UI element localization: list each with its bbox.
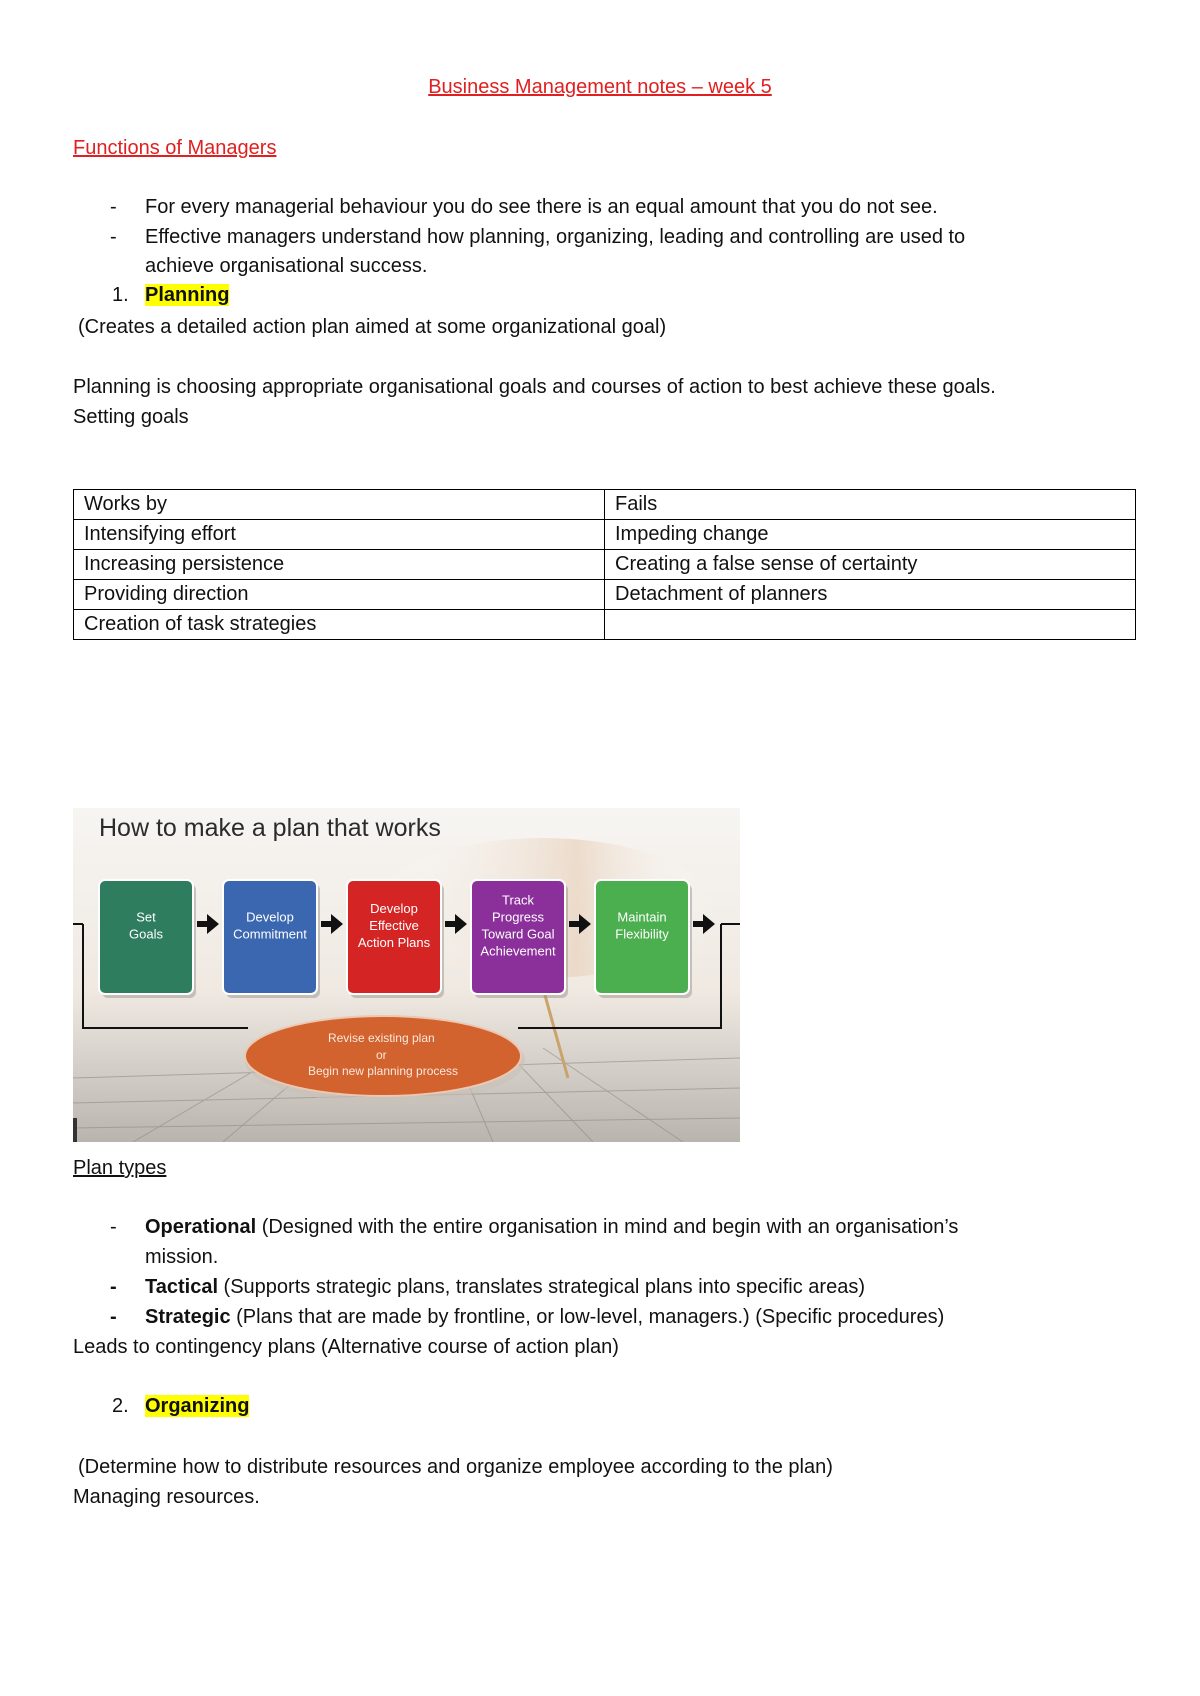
table-cell: Creation of task strategies (74, 610, 605, 640)
page-title: Business Management notes – week 5 (428, 76, 772, 98)
bullet-text-continuation: achieve organisational success. (145, 255, 428, 277)
step-label-line: Achievement (480, 943, 556, 959)
organizing-heading: Organizing (145, 1395, 250, 1417)
table-cell: Detachment of planners (605, 580, 1136, 610)
diagram-title: How to make a plan that works (99, 814, 441, 842)
plan-type-text: (Plans that are made by frontline, or low-level, managers.) (Specific procedures) (230, 1306, 945, 1328)
step-label-line: Toward Goal (481, 926, 555, 942)
plan-type-operational (145, 1214, 958, 1240)
table-row (74, 490, 1136, 520)
bullet-dash: - (110, 1216, 117, 1238)
step-label-line: Effective (369, 918, 419, 933)
plan-type-label: Strategic (145, 1306, 231, 1328)
table-row (74, 550, 1136, 580)
step-label-line: Goals (129, 926, 163, 942)
bullet-text: Effective managers understand how planning, organizing, leading and controlling are used to (145, 226, 966, 248)
step-label-line: Maintain (617, 909, 667, 925)
table-cell: Providing direction (74, 580, 605, 610)
organizing-number: 2. (112, 1395, 129, 1417)
bullet-dash: - (110, 226, 117, 248)
planning-number: 1. (112, 284, 129, 306)
contingency-text: Leads to contingency plans (Alternative course of action plan) (73, 1336, 619, 1358)
table-cell: Increasing persistence (74, 550, 605, 580)
step-label-line: Develop (370, 901, 418, 916)
table-cell: Creating a false sense of certainty (605, 550, 1136, 580)
revise-text: Revise existing plan (327, 1031, 435, 1045)
plan-diagram-image (73, 808, 740, 1142)
table-row (74, 610, 1136, 640)
bullet-dash: - (110, 1276, 117, 1298)
table-cell: Intensifying effort (74, 520, 605, 550)
step-label-line: Flexibility (615, 926, 669, 942)
planning-setting-goals: Setting goals (73, 406, 189, 428)
step-label-line: Action Plans (357, 935, 431, 950)
table-cell: Fails (605, 490, 1136, 520)
step-label-line: Develop (246, 909, 294, 925)
organizing-paragraph: Managing resources. (73, 1486, 260, 1508)
step-label-line: Set (136, 909, 156, 925)
plan-type-text-continuation: mission. (145, 1246, 219, 1268)
bullet-dash: - (110, 1306, 117, 1328)
table-row (74, 580, 1136, 610)
table-cell: Impeding change (605, 520, 1136, 550)
bullet-dash: - (110, 196, 117, 218)
planning-description: (Creates a detailed action plan aimed at some organizational goal) (78, 316, 667, 338)
table-cell: Works by (74, 490, 605, 520)
plan-type-tactical (145, 1274, 865, 1300)
works-fails-table (73, 489, 1136, 640)
planning-heading: Planning (145, 284, 230, 306)
planning-paragraph: Planning is choosing appropriate organisational goals and courses of action to best achieve these goals. (73, 376, 996, 398)
plan-type-label: Operational (145, 1216, 257, 1238)
plan-type-strategic (145, 1304, 944, 1330)
section-heading: Functions of Managers (73, 137, 277, 159)
plan-type-label: Tactical (145, 1276, 218, 1298)
plan-types-heading: Plan types (73, 1157, 167, 1179)
table-row (74, 520, 1136, 550)
revise-text: Begin new planning process (307, 1064, 459, 1078)
revise-text: or (375, 1048, 387, 1062)
organizing-description: (Determine how to distribute resources and organize employee according to the plan) (78, 1456, 833, 1478)
step-label-line: Track (501, 892, 535, 908)
step-label-line: Commitment (233, 926, 307, 942)
table-cell (605, 610, 1136, 640)
step-label-line: Progress (491, 909, 545, 925)
bullet-text: For every managerial behaviour you do see there is an equal amount that you do not see. (145, 196, 938, 218)
plan-type-text: (Supports strategic plans, translates strategical plans into specific areas) (218, 1276, 865, 1298)
plan-type-text: (Designed with the entire organisation in mind and begin with an organisation’s (256, 1216, 959, 1238)
